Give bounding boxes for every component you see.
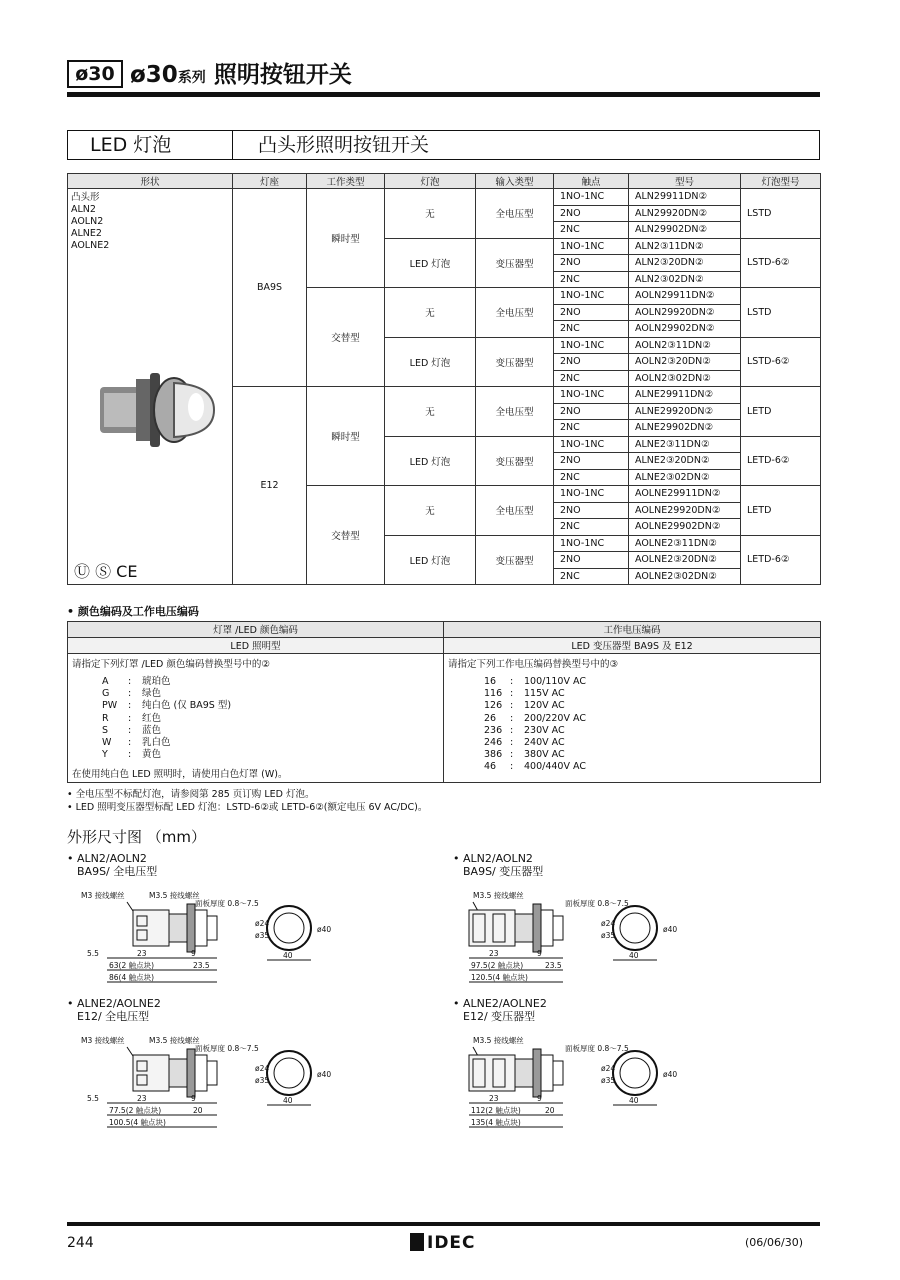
contact-cell: 1NO-1NC <box>554 436 629 453</box>
color-code-item: S : 蓝色 <box>102 724 162 736</box>
contact-cell: 2NC <box>554 469 629 486</box>
screw-label: M3 接线螺丝 <box>81 891 125 900</box>
contact-cell: 2NO <box>554 403 629 420</box>
input-cell: 变压器型 <box>476 238 554 288</box>
contact-cell: 2NC <box>554 271 629 288</box>
note-line: • LED 照明变压器型标配 LED 灯泡：LSTD-6②或 LETD-6②(额定电压 6V AC/DC)。 <box>67 801 428 813</box>
footer-rule <box>67 1222 820 1226</box>
screw-label: M3.5 接线螺丝 <box>473 1036 524 1045</box>
input-cell: 全电压型 <box>476 486 554 536</box>
header-rule <box>67 92 820 97</box>
shape-text: 凸头形 <box>71 192 100 203</box>
page-number: 244 <box>67 1235 94 1251</box>
model-cell: AOLN2③11DN② <box>629 337 741 354</box>
col-header: 触点 <box>554 174 629 189</box>
page-title <box>130 56 352 89</box>
panel-label: 面板厚度 0.8～7.5 <box>195 1044 259 1053</box>
model-cell: AOLNE29920DN② <box>629 502 741 519</box>
dim-label: 23.5 <box>545 961 562 970</box>
dim-label: 120.5(4 触点块) <box>471 973 528 982</box>
dim-label: 5.5 <box>87 949 99 958</box>
bulb-cell: LETD-6② <box>741 436 821 486</box>
voltage-code-item: 236 : 230V AC <box>484 724 565 736</box>
voltage-code-item: 26 : 200/220V AC <box>484 712 586 724</box>
lamp-cell: 无 <box>385 387 476 437</box>
phi-label: ø40 <box>663 925 678 934</box>
color-code-cell <box>68 654 444 783</box>
dim-label: 23.5 <box>193 961 210 970</box>
lamp-cell: 无 <box>385 288 476 338</box>
dim-label: 9 <box>537 949 542 958</box>
model-cell: ALNE2③11DN② <box>629 436 741 453</box>
drawing-title: • ALN2/AOLN2 <box>453 852 533 865</box>
model-cell: AOLNE2③02DN② <box>629 568 741 585</box>
contact-cell: 2NC <box>554 370 629 387</box>
voltage-code-cell <box>444 654 821 783</box>
screw-label: M3 接线螺丝 <box>81 1036 125 1045</box>
color-code-item: A : 琥珀色 <box>102 676 171 687</box>
base-cell: E12 <box>233 387 307 585</box>
drawing-subtitle: BA9S/ 全电压型 <box>77 865 158 878</box>
phi-label: ø40 <box>663 1070 678 1079</box>
voltage-code-item: 46 : 400/440V AC <box>484 761 586 773</box>
shape-text: ALN2 <box>71 204 96 215</box>
title-text: 照明按钮开关 <box>213 62 352 88</box>
voltage-code-item: 126 : 120V AC <box>484 700 565 712</box>
contact-cell: 2NC <box>554 420 629 437</box>
dimensions-heading: 外形尺寸图 （mm） <box>67 828 206 846</box>
dim-label: 40 <box>629 1096 639 1105</box>
dimension-diagram <box>453 1027 813 1137</box>
series-box: ø30 <box>67 60 123 88</box>
contact-cell: 2NO <box>554 502 629 519</box>
col-header: 灯泡型号 <box>741 174 821 189</box>
dim-label: 9 <box>191 1094 196 1103</box>
model-cell: ALNE2③02DN② <box>629 469 741 486</box>
model-cell: ALNE29911DN② <box>629 387 741 404</box>
contact-cell: 1NO-1NC <box>554 288 629 305</box>
model-cell: ALNE2③20DN② <box>629 453 741 470</box>
input-cell: 全电压型 <box>476 387 554 437</box>
op-type-cell: 瞬时型 <box>307 387 385 486</box>
op-type-cell: 交替型 <box>307 288 385 387</box>
model-cell: ALNE29902DN② <box>629 420 741 437</box>
shape-text: AOLNE2 <box>71 240 110 251</box>
series-label: ø30 <box>130 62 178 88</box>
contact-cell: 2NO <box>554 255 629 272</box>
input-cell: 变压器型 <box>476 535 554 585</box>
phi-label: ø40 <box>317 1070 332 1079</box>
model-cell: ALNE29920DN② <box>629 403 741 420</box>
bulb-cell: LETD <box>741 486 821 536</box>
voltage-code-item: 16 : 100/110V AC <box>484 676 586 687</box>
color-section-heading: • 颜色编码及工作电压编码 <box>67 605 199 618</box>
dimension-drawing <box>453 852 823 992</box>
dimension-diagram <box>67 882 427 992</box>
phi-label: ø40 <box>317 925 332 934</box>
code-table <box>67 621 821 783</box>
bulb-cell: LSTD-6② <box>741 238 821 288</box>
input-cell: 变压器型 <box>476 436 554 486</box>
color-code-item: PW : 纯白色 (仅 BA9S 型) <box>102 700 232 712</box>
contact-cell: 1NO-1NC <box>554 535 629 552</box>
dimension-drawing <box>67 997 437 1137</box>
dimension-diagram <box>453 882 813 992</box>
contact-cell: 2NC <box>554 568 629 585</box>
phi-label: ø35 <box>601 1076 616 1085</box>
model-cell: AOLN29920DN② <box>629 304 741 321</box>
shape-text: AOLN2 <box>71 216 104 227</box>
contact-cell: 2NO <box>554 304 629 321</box>
dim-label: 20 <box>193 1106 203 1115</box>
dim-label: 5.5 <box>87 1094 99 1103</box>
contact-cell: 1NO-1NC <box>554 337 629 354</box>
shape-text: ALNE2 <box>71 228 102 239</box>
contact-cell: 1NO-1NC <box>554 238 629 255</box>
model-cell: AOLNE2③20DN② <box>629 552 741 569</box>
input-cell: 全电压型 <box>476 288 554 338</box>
voltage-code-item: 386 : 380V AC <box>484 749 565 761</box>
phi-label: ø24 <box>601 919 616 928</box>
lamp-cell: LED 灯泡 <box>385 337 476 387</box>
dim-label: 23 <box>489 1094 499 1103</box>
lamp-cell: LED 灯泡 <box>385 238 476 288</box>
lamp-cell: 无 <box>385 189 476 239</box>
panel-label: 面板厚度 0.8～7.5 <box>565 899 629 908</box>
series-suffix: 系列 <box>177 70 206 86</box>
dim-label: 9 <box>537 1094 542 1103</box>
model-cell: AOLNE29911DN② <box>629 486 741 503</box>
drawing-subtitle: E12/ 全电压型 <box>77 1010 150 1023</box>
voltage-code-header: 工作电压编码 <box>444 622 821 638</box>
dim-label: 112(2 触点块) <box>471 1106 521 1115</box>
contact-cell: 2NC <box>554 222 629 239</box>
lamp-cell: LED 灯泡 <box>385 436 476 486</box>
drawing-title: • ALNE2/AOLNE2 <box>453 997 547 1010</box>
brand-logo <box>410 1233 476 1253</box>
drawing-title: • ALNE2/AOLNE2 <box>67 997 161 1010</box>
op-type-cell: 交替型 <box>307 486 385 585</box>
bulb-cell: LETD <box>741 387 821 437</box>
model-cell: AOLNE2③11DN② <box>629 535 741 552</box>
phi-label: ø35 <box>601 931 616 940</box>
dim-label: 40 <box>283 951 293 960</box>
section-bar <box>67 130 820 160</box>
phi-label: ø24 <box>601 1064 616 1073</box>
contact-cell: 1NO-1NC <box>554 387 629 404</box>
drawing-subtitle: E12/ 变压器型 <box>463 1010 536 1023</box>
table-row <box>68 189 821 206</box>
contact-cell: 2NC <box>554 519 629 536</box>
model-cell: AOLN2③02DN② <box>629 370 741 387</box>
panel-label: 面板厚度 0.8～7.5 <box>195 899 259 908</box>
col-header: 输入类型 <box>476 174 554 189</box>
logo-text: IDEC <box>427 1233 476 1253</box>
color-code-item: Y : 黄色 <box>102 749 162 761</box>
model-cell: ALN2③11DN② <box>629 238 741 255</box>
dim-label: 40 <box>629 951 639 960</box>
screw-label: M3.5 接线螺丝 <box>149 1036 200 1045</box>
model-cell: AOLN2③20DN② <box>629 354 741 371</box>
voltage-code-list <box>484 676 816 774</box>
contact-cell: 2NO <box>554 552 629 569</box>
model-cell: AOLN29902DN② <box>629 321 741 338</box>
col-header: 灯泡 <box>385 174 476 189</box>
bulb-cell: LETD-6② <box>741 535 821 585</box>
dimension-drawing <box>453 997 823 1137</box>
voltage-code-intro: 请指定下列工作电压编码替换型号中的③ <box>448 659 619 670</box>
footer-date: (06/06/30) <box>745 1236 803 1249</box>
dim-label: 23 <box>137 949 147 958</box>
dim-label: 20 <box>545 1106 555 1115</box>
model-cell: ALN2③20DN② <box>629 255 741 272</box>
color-code-item: W : 乳白色 <box>102 737 171 749</box>
bulb-cell: LSTD <box>741 189 821 239</box>
certification-marks-icon: Ⓤ Ⓢ CE <box>74 562 138 581</box>
contact-cell: 2NO <box>554 453 629 470</box>
contact-cell: 1NO-1NC <box>554 486 629 503</box>
lamp-cell: 无 <box>385 486 476 536</box>
col-header: 灯座 <box>233 174 307 189</box>
dim-label: 23 <box>489 949 499 958</box>
dim-label: 23 <box>137 1094 147 1103</box>
drawing-subtitle: BA9S/ 变压器型 <box>463 865 544 878</box>
dim-label: 40 <box>283 1096 293 1105</box>
model-cell: ALN2③02DN② <box>629 271 741 288</box>
screw-label: M3.5 接线螺丝 <box>473 891 524 900</box>
contact-cell: 2NO <box>554 354 629 371</box>
dim-label: 77.5(2 触点块) <box>109 1106 162 1115</box>
model-cell: AOLN29911DN② <box>629 288 741 305</box>
input-cell: 全电压型 <box>476 189 554 239</box>
section-right-label: 凸头形照明按钮开关 <box>258 134 430 156</box>
bulb-cell: LSTD-6② <box>741 337 821 387</box>
model-cell: ALN29902DN② <box>629 222 741 239</box>
model-table <box>67 173 821 585</box>
color-code-intro: 请指定下列灯罩 /LED 颜色编码替换型号中的② <box>72 659 270 670</box>
dimension-drawing <box>67 852 437 992</box>
color-code-note: 在使用纯白色 LED 照明时，请使用白色灯罩 (W)。 <box>72 769 288 780</box>
contact-cell: 2NC <box>554 321 629 338</box>
dim-label: 86(4 触点块) <box>109 973 155 982</box>
shape-cell <box>68 189 233 585</box>
product-photo-icon <box>96 367 218 453</box>
color-code-header: 灯罩 /LED 颜色编码 <box>68 622 444 638</box>
contact-cell: 1NO-1NC <box>554 189 629 206</box>
col-header: 工作类型 <box>307 174 385 189</box>
notes <box>67 789 427 814</box>
base-cell: BA9S <box>233 189 307 387</box>
voltage-code-item: 246 : 240V AC <box>484 737 565 749</box>
voltage-code-subheader: LED 变压器型 BA9S 及 E12 <box>444 638 821 654</box>
phi-label: ø35 <box>255 931 270 940</box>
voltage-code-item: 116 : 115V AC <box>484 688 565 700</box>
table-header-row <box>68 174 821 189</box>
bulb-cell: LSTD <box>741 288 821 338</box>
model-cell: ALN29920DN② <box>629 205 741 222</box>
col-header: 型号 <box>629 174 741 189</box>
dim-label: 9 <box>191 949 196 958</box>
lamp-cell: LED 灯泡 <box>385 535 476 585</box>
note-line: • 全电压型不标配灯泡，请参阅第 285 页订购 LED 灯泡。 <box>67 789 315 800</box>
color-code-subheader: LED 照明型 <box>68 638 444 654</box>
color-code-item: R : 红色 <box>102 712 162 724</box>
col-header: 形状 <box>68 174 233 189</box>
logo-mark-icon <box>410 1233 424 1251</box>
dim-label: 63(2 触点块) <box>109 961 155 970</box>
phi-label: ø35 <box>255 1076 270 1085</box>
op-type-cell: 瞬时型 <box>307 189 385 288</box>
input-cell: 变压器型 <box>476 337 554 387</box>
phi-label: ø24 <box>255 919 270 928</box>
drawing-title: • ALN2/AOLN2 <box>67 852 147 865</box>
model-cell: ALN29911DN② <box>629 189 741 206</box>
color-code-item: G : 绿色 <box>102 688 162 700</box>
contact-cell: 2NO <box>554 205 629 222</box>
screw-label: M3.5 接线螺丝 <box>149 891 200 900</box>
dim-label: 100.5(4 触点块) <box>109 1118 166 1127</box>
panel-label: 面板厚度 0.8～7.5 <box>565 1044 629 1053</box>
model-cell: AOLNE29902DN② <box>629 519 741 536</box>
dimension-diagram <box>67 1027 427 1137</box>
section-left-label: LED 灯泡 <box>68 131 233 159</box>
dim-label: 97.5(2 触点块) <box>471 961 524 970</box>
phi-label: ø24 <box>255 1064 270 1073</box>
dim-label: 135(4 触点块) <box>471 1118 521 1127</box>
color-code-list <box>102 676 439 761</box>
